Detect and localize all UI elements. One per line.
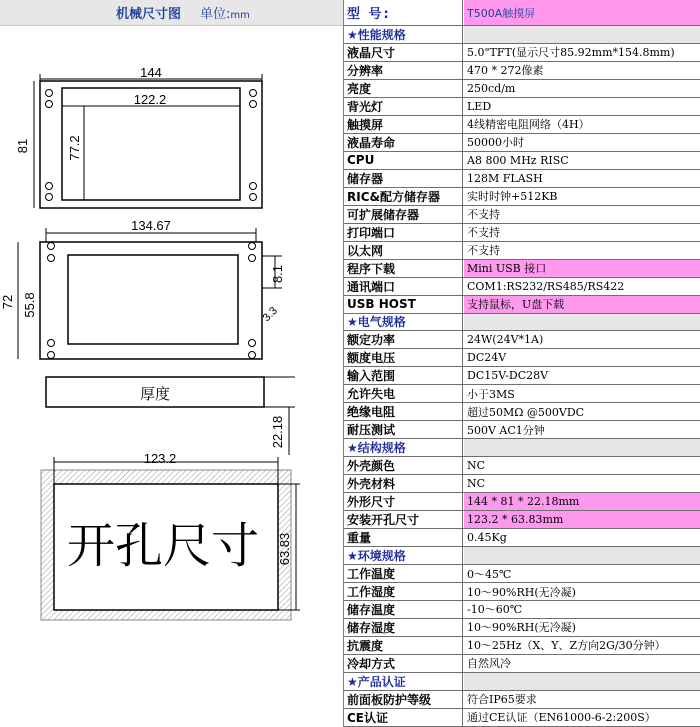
screen-height-label: 72	[0, 294, 15, 310]
spec-label: 程序下载	[344, 260, 463, 277]
spec-row	[344, 385, 700, 403]
spec-label: 额度电压	[344, 349, 463, 366]
spec-value: 10～90%RH(无冷凝)	[464, 619, 700, 636]
spec-label: 液晶寿命	[344, 134, 463, 151]
spec-value: Mini USB 接口	[464, 260, 700, 277]
spec-row	[344, 583, 700, 601]
spec-row	[344, 170, 700, 188]
spec-value: 123.2 * 63.83mm	[464, 511, 700, 528]
spec-value: 50000小时	[464, 134, 700, 151]
spec-row	[344, 278, 700, 296]
spec-row	[344, 296, 700, 314]
spec-row	[344, 62, 700, 80]
spec-label: 工作湿度	[344, 583, 463, 600]
side-view	[46, 377, 295, 455]
spec-value: 128M FLASH	[464, 170, 700, 187]
spec-row	[344, 529, 700, 547]
spec-row	[344, 134, 700, 152]
spec-value: 通过CE认证（EN61000-6-2:200S）	[464, 709, 700, 726]
spec-value: 500V AC1分钟	[464, 421, 700, 438]
spec-label: 安装开孔尺寸	[344, 511, 463, 528]
cutout-height-label: 63.83	[277, 532, 292, 566]
section-fill	[464, 547, 700, 564]
spec-row	[344, 116, 700, 134]
spec-row	[344, 475, 700, 493]
section-fill	[464, 439, 700, 456]
spec-row	[344, 403, 700, 421]
spec-label: 以太网	[344, 242, 463, 259]
edge-offset-label: 8.1	[270, 264, 285, 284]
spec-label: CPU	[344, 152, 463, 169]
spec-label: 绝缘电阻	[344, 403, 463, 420]
spec-row	[344, 224, 700, 242]
spec-row	[344, 349, 700, 367]
spec-label: 通讯端口	[344, 278, 463, 295]
spec-value: 符合IP65要求	[464, 691, 700, 708]
spec-value: 支持鼠标，U盘下载	[464, 296, 700, 313]
spec-label: RIC&配方储存器	[344, 188, 463, 205]
section-fill	[464, 26, 700, 43]
spec-value: 不支持	[464, 206, 700, 223]
spec-value: 实时时钟+512KB	[464, 188, 700, 205]
spec-row	[344, 709, 700, 727]
cutout-width-label: 123.2	[143, 451, 177, 466]
spec-label: CE认证	[344, 709, 463, 726]
spec-value: COM1:RS232/RS485/RS422	[464, 278, 700, 295]
spec-row	[344, 367, 700, 385]
spec-label: 可扩展储存器	[344, 206, 463, 223]
spec-rows	[344, 26, 700, 727]
model-value: T500A触摸屏	[464, 0, 700, 25]
unit-value: mm	[230, 10, 250, 21]
spec-value: 小于3MS	[464, 385, 700, 402]
spec-value: 不支持	[464, 224, 700, 241]
thickness-label: 22.18	[270, 415, 285, 449]
spec-label: 触摸屏	[344, 116, 463, 133]
thickness-caption: 厚度	[139, 385, 171, 403]
front-inner-height-label: 77.2	[67, 135, 82, 161]
spec-label: 液晶尺寸	[344, 44, 463, 61]
spec-row	[344, 44, 700, 62]
spec-value: A8 800 MHz RISC	[464, 152, 700, 169]
section-title: ★性能规格	[344, 26, 463, 43]
spec-section-header	[344, 547, 700, 565]
spec-table	[343, 0, 700, 727]
spec-label: 储存温度	[344, 601, 463, 618]
mechanical-drawing-panel	[0, 0, 343, 727]
spec-value: NC	[464, 457, 700, 474]
spec-value: NC	[464, 475, 700, 492]
spec-row	[344, 152, 700, 170]
spec-row	[344, 655, 700, 673]
spec-label: 外壳材料	[344, 475, 463, 492]
spec-value: 自然风冷	[464, 655, 700, 672]
drawing-canvas	[0, 26, 343, 727]
active-height-label: 55.8	[22, 292, 37, 318]
spec-row	[344, 511, 700, 529]
section-title: ★环境规格	[344, 547, 463, 564]
spec-value: 超过50MΩ @500VDC	[464, 403, 700, 420]
screen-width-label: 134.67	[131, 218, 171, 233]
section-fill	[464, 314, 700, 331]
spec-section-header	[344, 26, 700, 44]
spec-value: 10～25Hz（X、Y、Z方向2G/30分钟）	[464, 637, 700, 654]
spec-value: 24W(24V*1A)	[464, 331, 700, 348]
drawing-title: 机械尺寸图	[116, 7, 182, 22]
drawing-header	[0, 0, 343, 26]
spec-value: DC15V-DC28V	[464, 367, 700, 384]
cutout-view	[41, 451, 300, 620]
front-outer-width-label: 144	[140, 65, 162, 80]
spec-label: 工作温度	[344, 565, 463, 582]
spec-row	[344, 331, 700, 349]
front-outer-height-label: 81	[15, 138, 30, 154]
spec-section-header	[344, 439, 700, 457]
section-title: ★电气规格	[344, 314, 463, 331]
spec-value: 0～45℃	[464, 565, 700, 582]
section-title: ★产品认证	[344, 673, 463, 690]
spec-row	[344, 637, 700, 655]
hole-diameter-label: 3.3	[260, 304, 280, 325]
spec-row	[344, 493, 700, 511]
spec-row	[344, 601, 700, 619]
spec-label: 输入范围	[344, 367, 463, 384]
spec-label: 打印端口	[344, 224, 463, 241]
spec-value: 250cd/m	[464, 80, 700, 97]
model-label: 型 号:	[344, 0, 463, 25]
spec-label: 额定功率	[344, 331, 463, 348]
spec-row	[344, 206, 700, 224]
spec-label: 背光灯	[344, 98, 463, 115]
spec-value: 4线精密电阻网络（4H）	[464, 116, 700, 133]
spec-row	[344, 242, 700, 260]
spec-label: USB HOST	[344, 296, 463, 313]
cutout-caption: 开孔尺寸	[66, 518, 260, 574]
spec-label: 前面板防护等级	[344, 691, 463, 708]
unit-caption	[200, 3, 250, 22]
spec-row	[344, 188, 700, 206]
front-view	[15, 65, 262, 208]
spec-section-header	[344, 673, 700, 691]
screen-view	[0, 218, 285, 359]
spec-row	[344, 565, 700, 583]
spec-value: -10～60℃	[464, 601, 700, 618]
spec-label: 抗震度	[344, 637, 463, 654]
spec-label: 允许失电	[344, 385, 463, 402]
spec-label: 分辨率	[344, 62, 463, 79]
spec-row	[344, 457, 700, 475]
front-inner-width-label: 122.2	[133, 92, 167, 107]
model-row	[344, 0, 700, 26]
spec-value: 470 * 272像素	[464, 62, 700, 79]
spec-row	[344, 619, 700, 637]
section-title: ★结构规格	[344, 439, 463, 456]
spec-label: 储存器	[344, 170, 463, 187]
unit-label: 单位:	[200, 7, 231, 22]
spec-value: DC24V	[464, 349, 700, 366]
spec-row	[344, 98, 700, 116]
spec-value: 10～90%RH(无冷凝)	[464, 583, 700, 600]
spec-label: 储存湿度	[344, 619, 463, 636]
spec-label: 耐压测试	[344, 421, 463, 438]
spec-section-header	[344, 314, 700, 332]
spec-label: 亮度	[344, 80, 463, 97]
section-fill	[464, 673, 700, 690]
spec-label: 重量	[344, 529, 463, 546]
spec-row	[344, 260, 700, 278]
spec-label: 外壳颜色	[344, 457, 463, 474]
spec-value: 5.0"TFT(显示尺寸85.92mm*154.8mm)	[464, 44, 700, 61]
spec-row	[344, 80, 700, 98]
spec-value: LED	[464, 98, 700, 115]
spec-row	[344, 691, 700, 709]
spec-value: 144 * 81 * 22.18mm	[464, 493, 700, 510]
spec-row	[344, 421, 700, 439]
spec-label: 冷却方式	[344, 655, 463, 672]
spec-label: 外形尺寸	[344, 493, 463, 510]
spec-value: 0.45Kg	[464, 529, 700, 546]
spec-value: 不支持	[464, 242, 700, 259]
